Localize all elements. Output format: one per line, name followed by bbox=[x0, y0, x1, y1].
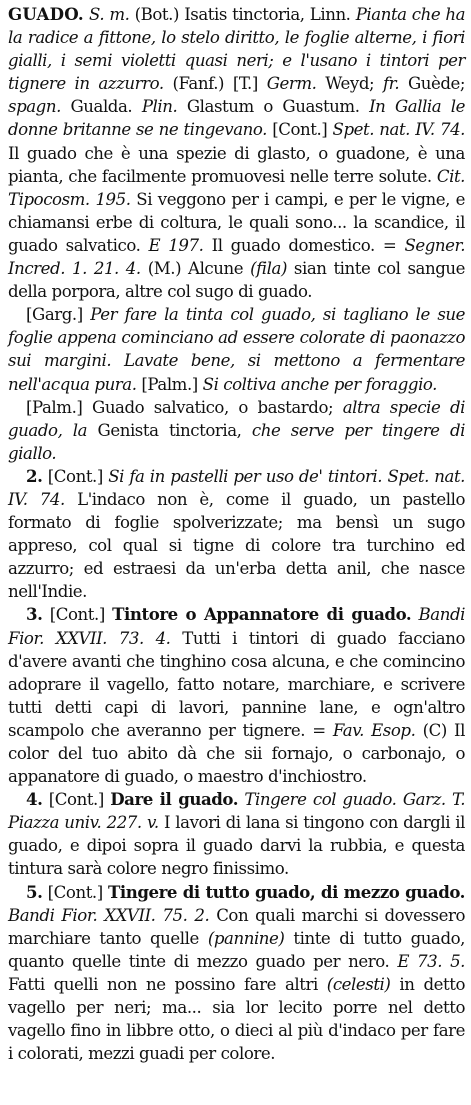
sense-3-number: 3. bbox=[26, 604, 43, 625]
sense-5 bbox=[8, 881, 465, 1066]
cont-marker: [Cont.] bbox=[272, 120, 328, 140]
sense-2-quote: L'indaco non è, come il guado, un pastello formato di foglie spolverizzate; ma bensì un sugo appreso, col qual si tigne di colore tra turchino ed azzurro; ed estraesi da un'erba detta anil, che nasce nell'Indie. bbox=[8, 489, 465, 602]
sense-3-marker: [Cont.] bbox=[49, 605, 105, 625]
quote-tipocosm-2: Il guado domestico. = bbox=[211, 235, 397, 255]
sense-2-number: 2. bbox=[26, 465, 43, 486]
sense-3-quote: Tutti i tintori di guado facciano d'avere avanti che tinghino cosa alcuna, e che comincino adoprare il vagello, fatto notare, marchiare, e scrivere tutti detti capi di lavori, pannine lane, e ogn'altro scampolo che averanno per tignere. = bbox=[8, 628, 465, 740]
garg-marker: [Garg.] bbox=[26, 305, 83, 325]
entry-headword: GUADO. bbox=[8, 4, 84, 24]
sense-3-fav-quote: Il color del tuo abito dà che sii fornajo, o carbonajo, o appanatore di guado, o maestro d'inchiostro. bbox=[8, 720, 465, 787]
citation-spet: Spet. nat. IV. 74. bbox=[332, 120, 465, 140]
sense-3-c-marker: (C) bbox=[422, 720, 447, 740]
pliny-quote: In Gallia le donne britanne se ne tingevano. bbox=[8, 97, 466, 140]
sense-2-citation: Spet. nat. IV. 74. bbox=[8, 466, 465, 509]
sense-4-citation: Garz. T. Piazza univ. 227. v. bbox=[8, 790, 466, 833]
sense-4-number: 4. bbox=[26, 789, 43, 810]
grammar-label: S. m. bbox=[89, 5, 130, 24]
sense-5-celesti: (celesti) bbox=[326, 974, 391, 994]
quote-tipocosm: Si veggono per i campi, e per le vigne, e chiamansi erbe di coltura, le quali sono... la scandice, il guado salvatico. bbox=[8, 189, 465, 255]
spanish-word: Gualda. bbox=[70, 97, 133, 117]
quote-segner-fila: (fila) bbox=[250, 259, 287, 279]
definition: Pianta che ha la radice a fittone, lo stelo diritto, le foglie alterne, i fiori gialli, i semi violetti quasi neri; e l'usano i tintori per tignere in azzurro. bbox=[8, 5, 466, 94]
sense-3-fav-citation: Fav. Esop. bbox=[332, 720, 416, 740]
sense-5-citation: Bandi Fior. XXVII. 75. 2. bbox=[8, 905, 210, 925]
sense-5-number: 5. bbox=[26, 881, 43, 902]
sense-4-quote: I lavori di lana si tingono con dargli il guado, e dipoi sopra il guado darvi la rubbia, e questa tintura sarà colore negro finissimo. bbox=[8, 813, 466, 879]
sense-3-headword: Tintore o Appannatore di guado. bbox=[112, 604, 412, 625]
palm-para-marker: [Palm.] bbox=[26, 397, 83, 417]
m-marker: (M.) bbox=[147, 259, 182, 279]
sense-5-quote-c: Fatti quelli non ne possino fare altri bbox=[8, 974, 318, 994]
citation-tipocosm: Cit. Tipocosm. 195. bbox=[8, 166, 465, 209]
french-word: Guède; bbox=[407, 74, 466, 94]
citation-segner: Segner. Incred. 1. 21. 4. bbox=[8, 235, 466, 279]
sense-2-definition: Si fa in pastelli per uso de' tintori. bbox=[108, 466, 383, 486]
garg-quote: Per fare la tinta col guado, si tagliano le sue foglie appena cominciano ad essere colorate di paonazzo sui margini. Lavate bene, si mettono a fermentare nell'acqua pura. bbox=[8, 305, 465, 394]
sense-5-citation-2: E 73. 5. bbox=[397, 951, 465, 971]
french-label: fr. bbox=[382, 74, 400, 94]
palm-text-c: Genista tinctoria, bbox=[97, 420, 242, 440]
latin-name: Isatis tinctoria, Linn. bbox=[184, 5, 351, 24]
sense-5-quote-a: Con quali marchi si dovessero marchiare tanto quelle bbox=[8, 905, 465, 948]
sense-4-headword: Dare il guado. bbox=[110, 789, 239, 810]
sense-5-pannine: (pannine) bbox=[207, 928, 285, 948]
sense-4-definition: Tingere col guado. bbox=[244, 790, 397, 810]
quote-spet: Il guado che è una spezie di glasto, o guadone, è una pianta, che facilmente promuovesi nelle terre solute. bbox=[8, 143, 465, 186]
citation-tipocosm-2: E 197. bbox=[148, 235, 204, 255]
sense-4 bbox=[8, 788, 465, 880]
sense-5-headword: Tingere di tutto guado, di mezzo guado. bbox=[108, 881, 466, 902]
quote-segner-b: sian tinte col sangue della porpora, altre col sugo di guado. bbox=[8, 259, 465, 302]
sense-2-marker: [Cont.] bbox=[47, 466, 103, 486]
palm-quote: Si coltiva anche per foraggio. bbox=[202, 374, 438, 394]
sense-2 bbox=[8, 465, 465, 604]
palm-text-b: altra specie di guado, la bbox=[8, 397, 465, 440]
palm-marker: [Palm.] bbox=[141, 374, 198, 394]
sense-5-marker: [Cont.] bbox=[47, 882, 103, 902]
definition-source: (Fanf.) bbox=[172, 74, 225, 94]
german-label: Germ. bbox=[266, 74, 317, 94]
pliny-label: Plin. bbox=[141, 97, 178, 117]
sense-3-citation: Bandi Fior. XXVII. 73. 4. bbox=[8, 605, 465, 648]
sense-5-quote-b: tinte di tutto guado, quanto quelle tinte di mezzo guado per nero. bbox=[8, 928, 465, 971]
sense-5-quote-d: in detto vagello per neri; ma... sia lor lecito porre nel detto vagello fino in libbre otto, o dieci al più d'indaco per fare i colorati, mezzi guadi per colore. bbox=[8, 974, 466, 1064]
palm-text-a: Guado salvatico, o bastardo; bbox=[92, 397, 334, 417]
palm-text-d: che serve per tingere di giallo. bbox=[8, 420, 465, 463]
entry-main-paragraph bbox=[8, 3, 465, 303]
garg-paragraph bbox=[8, 303, 465, 395]
quote-segner-a: Alcune bbox=[188, 259, 244, 279]
german-word: Weyd; bbox=[325, 74, 375, 94]
pliny-text: Glastum o Guastum. bbox=[186, 97, 360, 117]
domain-label: (Bot.) bbox=[134, 5, 180, 24]
t-marker: [T.] bbox=[232, 74, 258, 94]
sense-4-marker: [Cont.] bbox=[48, 790, 104, 810]
palm-paragraph bbox=[8, 396, 465, 465]
sense-3 bbox=[8, 603, 465, 788]
spanish-label: spagn. bbox=[8, 97, 61, 117]
